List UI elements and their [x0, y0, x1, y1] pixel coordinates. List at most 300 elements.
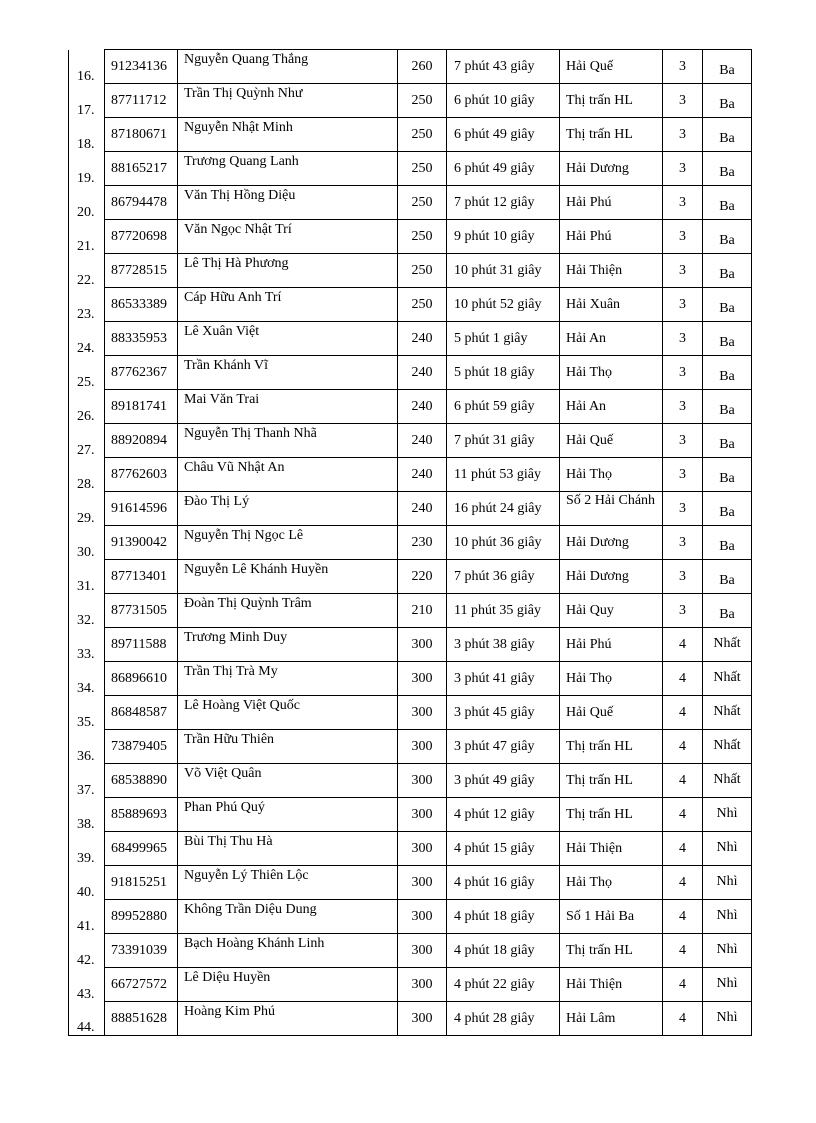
student-name-cell	[178, 628, 398, 662]
completion-time-cell	[447, 84, 560, 118]
student-name: Lê Diệu Huyền	[184, 970, 271, 985]
candidate-id-cell	[105, 526, 178, 560]
candidate-id: 87713401	[111, 569, 167, 584]
student-name-cell	[178, 764, 398, 798]
school-name: Hải Thiện	[566, 841, 623, 856]
row-number: 40.	[77, 884, 95, 900]
row-number-cell	[69, 254, 105, 288]
school-name: Số 2 Hải Chánh	[566, 493, 656, 508]
completion-time-cell	[447, 492, 560, 526]
student-name: Nguyễn Nhật Minh	[184, 120, 293, 135]
school-name-cell	[560, 118, 663, 152]
grade: 3	[679, 467, 686, 482]
score-cell	[398, 628, 447, 662]
score: 300	[411, 773, 433, 788]
school-name: Hải Quy	[566, 603, 614, 618]
candidate-id: 73391039	[111, 943, 167, 958]
table-row	[69, 560, 752, 594]
student-name-cell	[178, 934, 398, 968]
grade: 3	[679, 399, 686, 414]
grade-cell	[663, 832, 703, 866]
row-number: 18.	[77, 136, 95, 152]
completion-time: 6 phút 10 giây	[454, 93, 535, 108]
prize: Nhất	[713, 704, 741, 719]
school-name-cell	[560, 934, 663, 968]
school-name-cell	[560, 526, 663, 560]
grade-cell	[663, 968, 703, 1002]
grade-cell	[663, 118, 703, 152]
grade-cell	[663, 866, 703, 900]
candidate-id: 87762367	[111, 365, 167, 380]
student-name: Võ Việt Quân	[184, 766, 262, 781]
school-name: Hải Phú	[566, 637, 612, 652]
candidate-id-cell	[105, 152, 178, 186]
table-row	[69, 1002, 752, 1036]
grade: 3	[679, 59, 686, 74]
prize-cell	[703, 288, 752, 322]
score: 250	[411, 229, 433, 244]
completion-time-cell	[447, 934, 560, 968]
school-name-cell	[560, 492, 663, 526]
prize: Ba	[719, 301, 735, 316]
completion-time-cell	[447, 356, 560, 390]
candidate-id-cell	[105, 390, 178, 424]
completion-time: 16 phút 24 giây	[454, 501, 542, 516]
score: 240	[411, 365, 433, 380]
candidate-id-cell	[105, 832, 178, 866]
candidate-id-cell	[105, 288, 178, 322]
candidate-id-cell	[105, 492, 178, 526]
candidate-id-cell	[105, 628, 178, 662]
score: 260	[411, 59, 433, 74]
score-cell	[398, 254, 447, 288]
student-name-cell	[178, 458, 398, 492]
grade: 4	[679, 943, 686, 958]
completion-time: 6 phút 49 giây	[454, 161, 535, 176]
completion-time: 4 phút 22 giây	[454, 977, 535, 992]
completion-time-cell	[447, 390, 560, 424]
school-name: Thị trấn HL	[566, 807, 633, 822]
student-name-cell	[178, 118, 398, 152]
completion-time: 4 phút 18 giây	[454, 909, 535, 924]
row-number-cell	[69, 186, 105, 220]
completion-time-cell	[447, 764, 560, 798]
candidate-id: 88851628	[111, 1011, 167, 1026]
school-name: Hải Phú	[566, 229, 612, 244]
completion-time: 7 phút 36 giây	[454, 569, 535, 584]
school-name-cell	[560, 220, 663, 254]
score: 300	[411, 909, 433, 924]
score-cell	[398, 152, 447, 186]
student-name: Lê Thị Hà Phương	[184, 256, 289, 271]
school-name-cell	[560, 560, 663, 594]
completion-time: 10 phút 31 giây	[454, 263, 542, 278]
score: 300	[411, 1011, 433, 1026]
row-number: 39.	[77, 850, 95, 866]
student-name: Trần Thị Trà My	[184, 664, 278, 679]
school-name: Hải Xuân	[566, 297, 621, 312]
row-number: 38.	[77, 816, 95, 832]
candidate-id: 88165217	[111, 161, 167, 176]
prize-cell	[703, 322, 752, 356]
completion-time: 11 phút 35 giây	[454, 603, 541, 618]
candidate-id-cell	[105, 356, 178, 390]
row-number-cell	[69, 390, 105, 424]
score: 300	[411, 841, 433, 856]
grade-cell	[663, 84, 703, 118]
prize: Nhì	[716, 1010, 738, 1025]
table-row	[69, 356, 752, 390]
grade: 4	[679, 807, 686, 822]
completion-time-cell	[447, 458, 560, 492]
school-name: Hải Dương	[566, 535, 629, 550]
grade-cell	[663, 730, 703, 764]
row-number-cell	[69, 118, 105, 152]
prize: Nhì	[716, 806, 738, 821]
prize: Ba	[719, 165, 735, 180]
school-name: Hải Dương	[566, 161, 629, 176]
row-number: 19.	[77, 170, 95, 186]
candidate-id-cell	[105, 594, 178, 628]
score: 240	[411, 501, 433, 516]
candidate-id: 88335953	[111, 331, 167, 346]
candidate-id: 87180671	[111, 127, 167, 142]
row-number: 41.	[77, 918, 95, 934]
prize: Nhất	[713, 670, 741, 685]
student-name: Nguyễn Quang Thắng	[184, 52, 309, 67]
row-number-cell	[69, 764, 105, 798]
student-name: Nguyễn Lý Thiên Lộc	[184, 868, 309, 883]
school-name-cell	[560, 84, 663, 118]
prize-cell	[703, 254, 752, 288]
candidate-id-cell	[105, 322, 178, 356]
score: 250	[411, 297, 433, 312]
table-row	[69, 424, 752, 458]
prize-cell	[703, 50, 752, 84]
school-name-cell	[560, 628, 663, 662]
student-name: Cáp Hữu Anh Trí	[184, 290, 282, 305]
score: 250	[411, 127, 433, 142]
prize-cell	[703, 662, 752, 696]
table-row	[69, 832, 752, 866]
completion-time-cell	[447, 628, 560, 662]
completion-time: 10 phút 36 giây	[454, 535, 542, 550]
score: 250	[411, 93, 433, 108]
grade-cell	[663, 322, 703, 356]
grade: 4	[679, 705, 686, 720]
score: 250	[411, 161, 433, 176]
score-cell	[398, 492, 447, 526]
prize: Ba	[719, 403, 735, 418]
prize-cell	[703, 628, 752, 662]
student-name-cell	[178, 866, 398, 900]
row-number: 25.	[77, 374, 95, 390]
grade: 3	[679, 127, 686, 142]
grade: 4	[679, 841, 686, 856]
candidate-id: 87711712	[111, 93, 167, 108]
grade-cell	[663, 390, 703, 424]
row-number: 17.	[77, 102, 95, 118]
completion-time: 3 phút 45 giây	[454, 705, 535, 720]
completion-time-cell	[447, 220, 560, 254]
prize: Ba	[719, 63, 735, 78]
completion-time-cell	[447, 50, 560, 84]
candidate-id-cell	[105, 764, 178, 798]
completion-time: 4 phút 18 giây	[454, 943, 535, 958]
score-cell	[398, 1002, 447, 1036]
student-name: Trần Khánh Vĩ	[184, 358, 269, 373]
student-name-cell	[178, 662, 398, 696]
school-name: Hải Quế	[566, 59, 614, 74]
completion-time-cell	[447, 186, 560, 220]
candidate-id-cell	[105, 186, 178, 220]
completion-time-cell	[447, 1002, 560, 1036]
table-row	[69, 798, 752, 832]
student-name-cell	[178, 322, 398, 356]
completion-time: 5 phút 1 giây	[454, 331, 528, 346]
row-number: 36.	[77, 748, 95, 764]
prize-cell	[703, 968, 752, 1002]
row-number: 16.	[77, 68, 95, 84]
grade: 3	[679, 501, 686, 516]
completion-time: 3 phút 38 giây	[454, 637, 535, 652]
candidate-id-cell	[105, 84, 178, 118]
student-name-cell	[178, 254, 398, 288]
school-name: Hải Thọ	[566, 365, 613, 380]
prize: Ba	[719, 233, 735, 248]
completion-time: 7 phút 12 giây	[454, 195, 535, 210]
score: 240	[411, 467, 433, 482]
school-name: Thị trấn HL	[566, 127, 633, 142]
school-name: Hải Thọ	[566, 875, 613, 890]
row-number: 27.	[77, 442, 95, 458]
row-number: 31.	[77, 578, 95, 594]
grade-cell	[663, 220, 703, 254]
prize: Ba	[719, 131, 735, 146]
student-name: Mai Văn Trai	[184, 392, 260, 407]
prize: Nhất	[713, 738, 741, 753]
prize: Nhì	[716, 874, 738, 889]
score-cell	[398, 118, 447, 152]
grade-cell	[663, 152, 703, 186]
prize: Nhì	[716, 908, 738, 923]
grade: 3	[679, 161, 686, 176]
candidate-id-cell	[105, 866, 178, 900]
candidate-id: 66727572	[111, 977, 167, 992]
table-row	[69, 730, 752, 764]
student-name: Trần Hữu Thiên	[184, 732, 275, 747]
table-row	[69, 968, 752, 1002]
prize-cell	[703, 900, 752, 934]
score-cell	[398, 764, 447, 798]
score: 300	[411, 705, 433, 720]
completion-time: 4 phút 16 giây	[454, 875, 535, 890]
student-name: Trương Minh Duy	[184, 630, 288, 645]
grade: 4	[679, 909, 686, 924]
student-name-cell	[178, 560, 398, 594]
candidate-id: 87720698	[111, 229, 167, 244]
row-number-cell	[69, 628, 105, 662]
grade-cell	[663, 1002, 703, 1036]
score: 240	[411, 331, 433, 346]
completion-time: 6 phút 49 giây	[454, 127, 535, 142]
candidate-id-cell	[105, 458, 178, 492]
student-name-cell	[178, 84, 398, 118]
row-number: 26.	[77, 408, 95, 424]
school-name-cell	[560, 662, 663, 696]
prize: Ba	[719, 607, 735, 622]
score: 300	[411, 637, 433, 652]
prize: Nhì	[716, 976, 738, 991]
completion-time-cell	[447, 730, 560, 764]
score: 300	[411, 807, 433, 822]
student-name-cell	[178, 1002, 398, 1036]
student-name-cell	[178, 730, 398, 764]
grade-cell	[663, 526, 703, 560]
school-name: Hải Thiện	[566, 263, 623, 278]
grade: 4	[679, 739, 686, 754]
prize: Ba	[719, 335, 735, 350]
school-name: Thị trấn HL	[566, 739, 633, 754]
candidate-id-cell	[105, 696, 178, 730]
candidate-id: 73879405	[111, 739, 167, 754]
grade-cell	[663, 900, 703, 934]
student-name-cell	[178, 900, 398, 934]
completion-time-cell	[447, 662, 560, 696]
row-number-cell	[69, 594, 105, 628]
school-name-cell	[560, 288, 663, 322]
row-number-cell	[69, 866, 105, 900]
prize-cell	[703, 866, 752, 900]
table-row	[69, 186, 752, 220]
score-cell	[398, 662, 447, 696]
row-number-cell	[69, 1002, 105, 1036]
candidate-id: 91614596	[111, 501, 167, 516]
student-name: Văn Ngọc Nhật Trí	[184, 222, 292, 237]
candidate-id: 87762603	[111, 467, 167, 482]
school-name: Thị trấn HL	[566, 93, 633, 108]
student-name: Trần Thị Quỳnh Như	[184, 86, 303, 101]
grade: 3	[679, 433, 686, 448]
score: 300	[411, 875, 433, 890]
student-name: Nguyễn Thị Ngọc Lê	[184, 528, 304, 543]
score: 240	[411, 433, 433, 448]
completion-time-cell	[447, 560, 560, 594]
candidate-id: 68538890	[111, 773, 167, 788]
student-name: Nguyễn Thị Thanh Nhã	[184, 426, 317, 441]
candidate-id-cell	[105, 798, 178, 832]
student-name: Không Trần Diệu Dung	[184, 902, 317, 917]
student-name-cell	[178, 594, 398, 628]
grade-cell	[663, 424, 703, 458]
student-name: Châu Vũ Nhật An	[184, 460, 285, 475]
school-name: Hải An	[566, 331, 607, 346]
grade: 3	[679, 263, 686, 278]
candidate-id: 87731505	[111, 603, 167, 618]
candidate-id-cell	[105, 50, 178, 84]
row-number: 22.	[77, 272, 95, 288]
candidate-id-cell	[105, 118, 178, 152]
completion-time: 10 phút 52 giây	[454, 297, 542, 312]
row-number-cell	[69, 798, 105, 832]
score-cell	[398, 50, 447, 84]
grade: 3	[679, 603, 686, 618]
score-cell	[398, 526, 447, 560]
student-name: Phan Phú Quý	[184, 800, 265, 815]
grade: 3	[679, 229, 686, 244]
score-cell	[398, 798, 447, 832]
prize-cell	[703, 526, 752, 560]
prize-cell	[703, 1002, 752, 1036]
student-name: Bạch Hoàng Khánh Linh	[184, 936, 325, 951]
score-cell	[398, 696, 447, 730]
student-name-cell	[178, 390, 398, 424]
table-row	[69, 50, 752, 84]
prize-cell	[703, 424, 752, 458]
candidate-id-cell	[105, 254, 178, 288]
row-number: 37.	[77, 782, 95, 798]
grade-cell	[663, 458, 703, 492]
grade: 3	[679, 297, 686, 312]
grade: 3	[679, 365, 686, 380]
grade-cell	[663, 934, 703, 968]
grade-cell	[663, 764, 703, 798]
score-cell	[398, 220, 447, 254]
candidate-id-cell	[105, 934, 178, 968]
prize-cell	[703, 560, 752, 594]
completion-time: 4 phút 15 giây	[454, 841, 535, 856]
score-cell	[398, 84, 447, 118]
candidate-id-cell	[105, 900, 178, 934]
candidate-id: 91390042	[111, 535, 167, 550]
row-number-cell	[69, 730, 105, 764]
student-name-cell	[178, 220, 398, 254]
grade-cell	[663, 560, 703, 594]
row-number: 42.	[77, 952, 95, 968]
row-number: 33.	[77, 646, 95, 662]
grade-cell	[663, 288, 703, 322]
student-name-cell	[178, 152, 398, 186]
completion-time-cell	[447, 424, 560, 458]
row-number-cell	[69, 424, 105, 458]
candidate-id-cell	[105, 968, 178, 1002]
prize: Ba	[719, 505, 735, 520]
table-body	[69, 50, 752, 1036]
completion-time-cell	[447, 118, 560, 152]
grade-cell	[663, 798, 703, 832]
score-cell	[398, 730, 447, 764]
row-number-cell	[69, 696, 105, 730]
prize: Ba	[719, 573, 735, 588]
score: 300	[411, 671, 433, 686]
school-name: Hải Dương	[566, 569, 629, 584]
table-row	[69, 254, 752, 288]
score: 250	[411, 195, 433, 210]
candidate-id: 87728515	[111, 263, 167, 278]
grade-cell	[663, 492, 703, 526]
prize: Ba	[719, 539, 735, 554]
table-row	[69, 118, 752, 152]
candidate-id: 88920894	[111, 433, 167, 448]
score: 240	[411, 399, 433, 414]
school-name: Hải Thọ	[566, 467, 613, 482]
row-number: 24.	[77, 340, 95, 356]
row-number-cell	[69, 322, 105, 356]
row-number: 35.	[77, 714, 95, 730]
score: 300	[411, 943, 433, 958]
grade: 3	[679, 93, 686, 108]
row-number: 23.	[77, 306, 95, 322]
